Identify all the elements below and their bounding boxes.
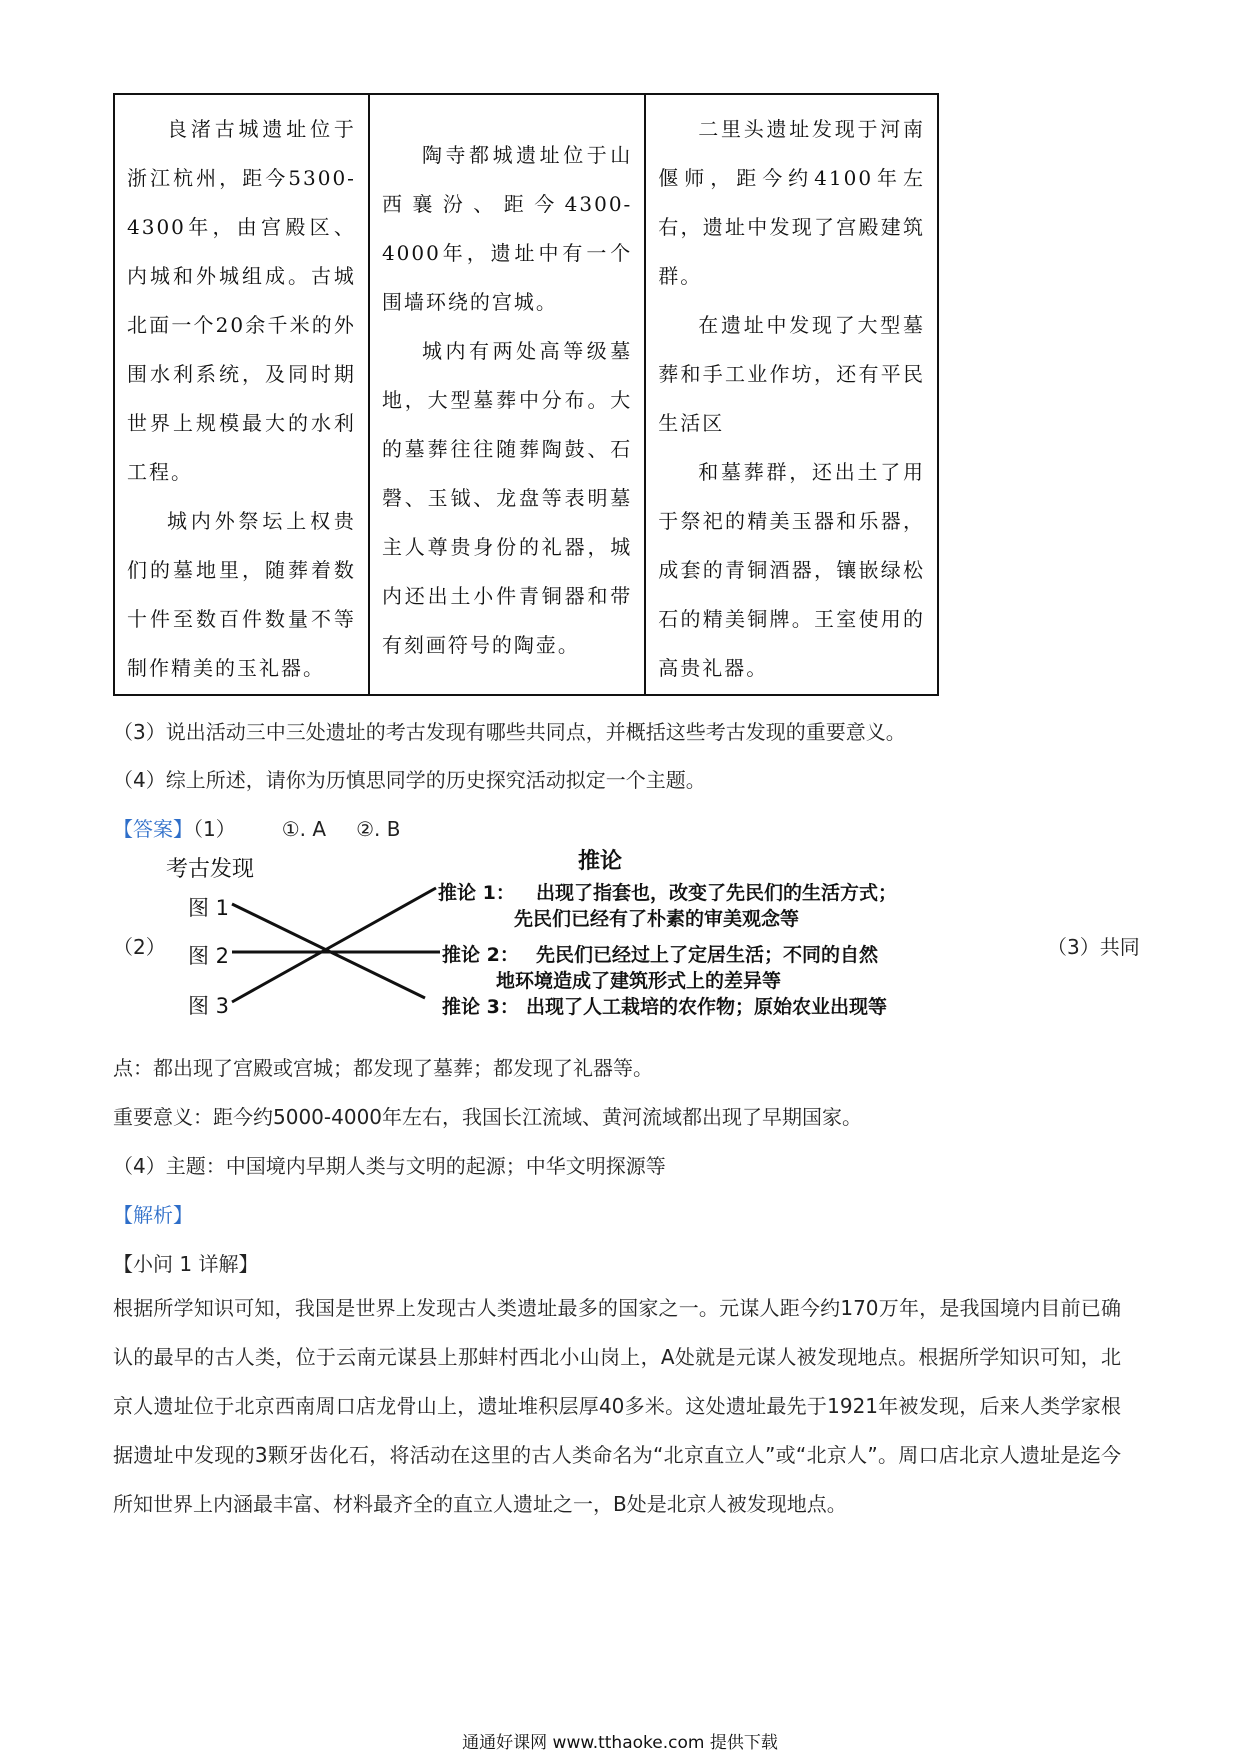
analysis-tag: 【解析】: [113, 1203, 193, 1227]
cell-paragraph: 和墓葬群，还出土了用于祭祀的精美玉器和乐器，成套的青铜酒器，镶嵌绿松石的精美铜牌。王室使用的高贵礼器。: [658, 460, 925, 680]
answer-part1-number: （1）: [193, 817, 236, 841]
answer-part3-lead: （3）共同: [1047, 935, 1140, 959]
diagram-right-header: 推论: [578, 849, 623, 874]
fig2-label: 图 2: [188, 944, 230, 968]
inference-2-line-1: 先民们已经过上了定居生活；不同的自然: [536, 944, 879, 966]
answer-option-a: ①. A: [281, 817, 327, 841]
cell-paragraph: 城内外祭坛上权贵们的墓地里，随葬着数十件至数百件数量不等制作精美的玉礼器。: [127, 509, 356, 680]
answer-part3-content: 点：都出现了宫殿或宫城；都发现了墓葬；都发现了礼器等。: [113, 1056, 653, 1080]
fig3-label: 图 3: [188, 994, 230, 1018]
cell-paragraph: 良渚古城遗址位于浙江杭州，距今5300-4300年，由宫殿区、内城和外城组成。古城北面一个20余千米的外围水利系统，及同时期世界上规模最大的水利工程。: [127, 117, 356, 484]
matching-diagram: [120, 848, 1130, 1028]
cell-paragraph: 二里头遗址发现于河南偃师，距今约4100年左右，遗址中发现了宫殿建筑群。: [658, 117, 925, 288]
table-cell-liangzhu: [114, 94, 369, 695]
diagram-left-header: 考古发现: [166, 857, 255, 882]
answer-part-1: [113, 813, 400, 842]
cell-paragraph: 在遗址中发现了大型墓葬和手工业作坊，还有平民生活区: [658, 313, 925, 435]
table-cell-erlitou: [645, 94, 938, 695]
page-footer: 通通好课网 www.tthaoke.com 提供下载: [462, 1733, 778, 1753]
fig1-label: 图 1: [188, 896, 230, 920]
answer-significance: 重要意义：距今约5000-4000年左右，我国长江流域、黄河流域都出现了早期国家。: [113, 1105, 863, 1129]
question-4: （4）综上所述，请你为历慎思同学的历史探究活动拟定一个主题。: [113, 768, 706, 792]
inference-1-line-1: 出现了指套也，改变了先民们的生活方式；: [536, 882, 898, 904]
inference-1-line-2: 先民们已经有了朴素的审美观念等: [514, 908, 800, 930]
cell-paragraph: 城内有两处高等级墓地，大型墓葬中分布。大的墓葬往往随葬陶鼓、石磬、玉钺、龙盘等表明墓主人尊贵身份的礼器，城内还出土小件青铜器和带有刻画符号的陶壶。: [381, 339, 633, 657]
cell-paragraph: 陶寺都城遗址位于山西襄汾、距今4300-4000年，遗址中有一个围墙环绕的宫城。: [381, 143, 633, 314]
match-line-fig3: [232, 888, 436, 1002]
inference-3-label: 推论 3：: [442, 996, 519, 1018]
analysis-subquestion-tag: 【小问 1 详解】: [113, 1252, 259, 1276]
analysis-body: 根据所学知识可知，我国是世界上发现古人类遗址最多的国家之一。元谋人距今约170万年，是我国境内目前已确认的最早的古人类，位于云南元谋县上那蚌村西北小山岗上，A处就是元谋人被发现地点。根据所学知识可知，北京人遗址位于北京西南周口店龙骨山上，遗址堆积层厚40多米。这处遗址最先于1921年被发现，后来人类学家根据遗址中发现的3颗牙齿化石，将活动在这里的古人类命名为“北京直立人”或“北京人”。周口店北京人遗址是迄今所知世界上内涵最丰富、材料最齐全的直立人遗址之一，B处是北京人被发现地点。: [113, 1296, 1121, 1516]
inference-2-line-2: 地环境造成了建筑形式上的差异等: [496, 970, 782, 992]
inference-2-label: 推论 2：: [442, 944, 519, 966]
answer-part2-number: （2）: [113, 935, 166, 959]
table-cell-taosi: [369, 94, 645, 695]
table-row: [114, 94, 938, 695]
sites-table: [113, 93, 939, 696]
inference-3-line-1: 出现了人工栽培的农作物；原始农业出现等: [526, 996, 888, 1018]
question-3: （3）说出活动三中三处遗址的考古发现有哪些共同点，并概括这些考古发现的重要意义。: [113, 720, 906, 744]
answer-part-4: （4）主题：中国境内早期人类与文明的起源；中华文明探源等: [113, 1154, 666, 1178]
answer-option-b: ②. B: [356, 817, 401, 841]
inference-1-label: 推论 1：: [438, 882, 515, 904]
answer-tag: 【答案】: [113, 817, 193, 841]
